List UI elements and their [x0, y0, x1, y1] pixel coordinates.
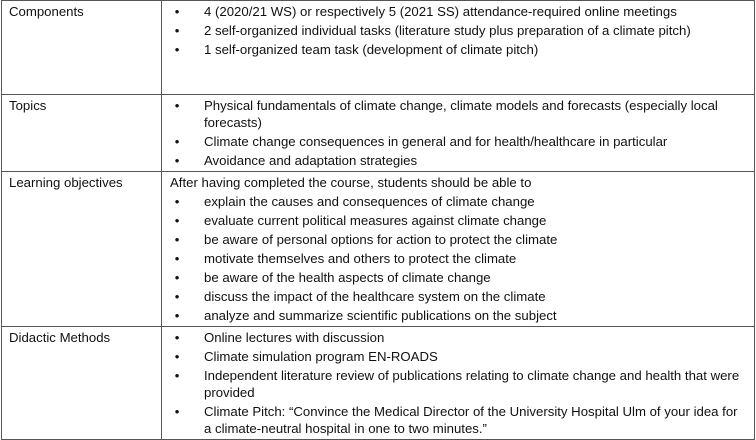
list-item: • Independent literature review of publications relating to climate change and health that were provided: [170, 367, 748, 401]
bullet-icon: •: [174, 134, 180, 149]
bullet-icon: •: [174, 194, 180, 209]
bullet-icon: •: [174, 98, 180, 113]
list-item: • Climate Pitch: “Convince the Medical Director of the University Hospital Ulm of your idea for a climate-neutral hospital in one to two minutes.”: [170, 403, 748, 437]
bullet-icon: •: [174, 368, 180, 383]
bullet-icon: •: [174, 42, 180, 57]
list-item: • be aware of personal options for action to protect the climate: [170, 231, 748, 248]
list-item: • Physical fundamentals of climate change, climate models and forecasts (especially local forecasts): [170, 97, 748, 131]
row-content: [162, 1, 755, 95]
list-item: • 2 self-organized individual tasks (literature study plus preparation of a climate pitch): [170, 22, 748, 39]
list-item: • Avoidance and adaptation strategies: [170, 152, 748, 169]
bullet-list: [170, 193, 748, 324]
bullet-list: [170, 329, 748, 437]
list-item: • Online lectures with discussion: [170, 329, 748, 346]
list-item: • analyze and summarize scientific publications on the subject: [170, 307, 748, 324]
row-label: Learning objectives: [2, 172, 162, 327]
list-item: • evaluate current political measures against climate change: [170, 212, 748, 229]
bullet-list: [170, 97, 748, 169]
bullet-icon: •: [174, 308, 180, 323]
row-content: [162, 95, 755, 172]
list-item: • Climate simulation program EN-ROADS: [170, 348, 748, 365]
row-label: Topics: [2, 95, 162, 172]
bullet-icon: •: [174, 289, 180, 304]
row-label: Didactic Methods: [2, 327, 162, 440]
bullet-icon: •: [174, 330, 180, 345]
row-label: Components: [2, 1, 162, 95]
bullet-icon: •: [174, 349, 180, 364]
bullet-icon: •: [174, 404, 180, 419]
bullet-icon: •: [174, 213, 180, 228]
bullet-icon: •: [174, 23, 180, 38]
list-item: • motivate themselves and others to protect the climate: [170, 250, 748, 267]
row-content: [162, 172, 755, 327]
bullet-icon: •: [174, 153, 180, 168]
row-content: [162, 327, 755, 440]
bullet-icon: •: [174, 270, 180, 285]
table-row-learning-objectives: [2, 172, 755, 327]
list-item: • 4 (2020/21 WS) or respectively 5 (2021 SS) attendance-required online meetings: [170, 3, 748, 20]
list-item: • discuss the impact of the healthcare system on the climate: [170, 288, 748, 305]
list-item: • 1 self-organized team task (development of climate pitch): [170, 41, 748, 58]
bullet-icon: •: [174, 4, 180, 19]
course-overview-table: [1, 0, 755, 440]
list-item: • explain the causes and consequences of climate change: [170, 193, 748, 210]
table-row-topics: [2, 95, 755, 172]
bullet-icon: •: [174, 251, 180, 266]
bullet-icon: •: [174, 232, 180, 247]
intro-text: After having completed the course, students should be able to: [170, 175, 532, 190]
bullet-list: [170, 3, 748, 58]
list-item: • Climate change consequences in general and for health/healthcare in particular: [170, 133, 748, 150]
table-row-didactic-methods: [2, 327, 755, 440]
table-row-components: [2, 1, 755, 95]
list-item: • be aware of the health aspects of climate change: [170, 269, 748, 286]
